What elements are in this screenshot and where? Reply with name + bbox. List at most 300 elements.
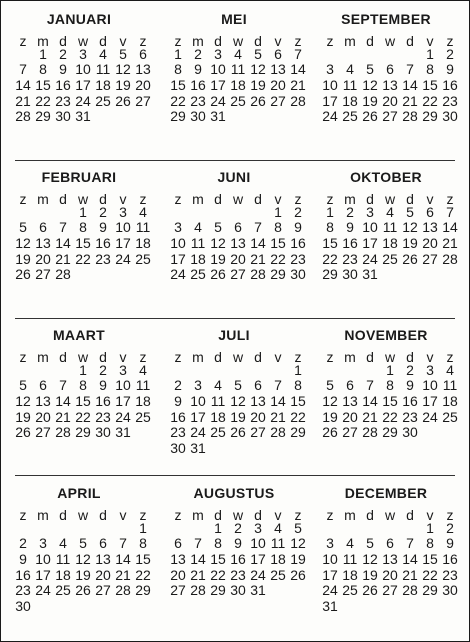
- weekday-header: d: [254, 33, 262, 49]
- month-block-9: [308, 324, 464, 441]
- day-cell: 24: [322, 582, 338, 599]
- day-cell: 13: [270, 61, 286, 78]
- weekday-header: z: [446, 349, 454, 365]
- day-cell: 28: [402, 582, 418, 599]
- day-cell: 26: [362, 108, 378, 125]
- day-cell: 2: [19, 535, 27, 552]
- day-cell: 2: [59, 45, 67, 62]
- day-cell: 12: [75, 551, 91, 568]
- day-cell: 22: [135, 566, 151, 583]
- day-cell: 24: [170, 266, 186, 283]
- day-cell: 8: [39, 61, 47, 78]
- day-cell: 11: [270, 535, 286, 552]
- day-cell: 28: [270, 424, 286, 441]
- day-cell: 4: [386, 203, 394, 220]
- day-cell: 9: [446, 535, 454, 552]
- day-cell: 19: [362, 566, 378, 583]
- month-block-10: [1, 482, 157, 615]
- day-cell: 13: [382, 551, 398, 568]
- day-cell: 27: [342, 424, 358, 441]
- day-cell: 27: [170, 582, 186, 599]
- day-cell: 21: [290, 77, 306, 94]
- day-cell: 20: [170, 566, 186, 583]
- day-cell: 12: [250, 61, 266, 78]
- day-cell: 4: [194, 219, 202, 236]
- day-cell: 26: [15, 266, 31, 283]
- weekday-header: w: [232, 191, 244, 207]
- day-cell: 13: [422, 219, 438, 236]
- day-cell: 27: [95, 582, 111, 599]
- day-cell: 1: [274, 203, 282, 220]
- day-cell: 4: [139, 361, 147, 378]
- day-cell: 17: [115, 235, 131, 252]
- day-cell: 1: [326, 203, 334, 220]
- empty-cell: [320, 521, 340, 537]
- day-cell: 18: [95, 77, 111, 94]
- empty-cell: [53, 363, 73, 379]
- empty-cell: [208, 363, 228, 379]
- day-cell: 17: [210, 77, 226, 94]
- day-cell: 18: [135, 393, 151, 410]
- empty-cell: [73, 521, 93, 537]
- weekday-header: m: [344, 349, 356, 365]
- month-title: SEPTEMBER: [341, 11, 431, 27]
- day-cell: 20: [95, 566, 111, 583]
- day-cell: 19: [250, 77, 266, 94]
- day-cell: 3: [39, 535, 47, 552]
- weekday-header: m: [37, 191, 49, 207]
- weekday-header: w: [384, 349, 396, 365]
- weekday-header: w: [232, 349, 244, 365]
- day-cell: 8: [79, 219, 87, 236]
- day-cell: 3: [366, 203, 374, 220]
- weekday-header: d: [59, 349, 67, 365]
- month-grid: [308, 31, 464, 125]
- day-cell: 5: [294, 519, 302, 536]
- day-cell: 25: [55, 582, 71, 599]
- day-cell: 24: [35, 582, 51, 599]
- day-cell: 7: [119, 535, 127, 552]
- day-cell: 2: [446, 519, 454, 536]
- day-cell: 9: [19, 551, 27, 568]
- month-grid: [308, 189, 464, 283]
- day-cell: 5: [366, 61, 374, 78]
- day-cell: 15: [170, 77, 186, 94]
- day-cell: 10: [170, 235, 186, 252]
- weekday-header: m: [192, 507, 204, 523]
- day-cell: 9: [346, 219, 354, 236]
- day-cell: 25: [135, 250, 151, 267]
- weekday-header: m: [192, 33, 204, 49]
- month-title: NOVEMBER: [344, 327, 428, 343]
- day-cell: 6: [174, 535, 182, 552]
- day-cell: 11: [135, 219, 151, 236]
- day-cell: 29: [382, 424, 398, 441]
- day-cell: 31: [250, 582, 266, 599]
- day-cell: 4: [234, 45, 242, 62]
- row-divider-1: [15, 160, 455, 161]
- day-cell: 11: [382, 219, 398, 236]
- month-grid: [156, 347, 312, 457]
- weekday-header: w: [77, 507, 89, 523]
- day-cell: 12: [115, 61, 131, 78]
- weekday-header: d: [366, 191, 374, 207]
- day-cell: 17: [322, 92, 338, 109]
- weekday-header: z: [294, 507, 302, 523]
- weekday-header: d: [99, 191, 107, 207]
- empty-cell: [340, 521, 360, 537]
- weekday-header: d: [99, 33, 107, 49]
- day-cell: 16: [170, 408, 186, 425]
- day-cell: 9: [446, 61, 454, 78]
- day-cell: 17: [170, 250, 186, 267]
- empty-cell: [228, 363, 248, 379]
- empty-cell: [53, 205, 73, 221]
- day-cell: 7: [406, 535, 414, 552]
- month-block-1: [1, 8, 157, 125]
- empty-cell: [380, 47, 400, 63]
- day-cell: 24: [362, 250, 378, 267]
- weekday-header: d: [254, 349, 262, 365]
- day-cell: 7: [254, 219, 262, 236]
- day-cell: 12: [15, 235, 31, 252]
- day-cell: 17: [115, 393, 131, 410]
- day-cell: 14: [55, 235, 71, 252]
- day-cell: 6: [346, 377, 354, 394]
- day-cell: 19: [15, 250, 31, 267]
- day-cell: 23: [442, 566, 458, 583]
- empty-cell: [188, 521, 208, 537]
- weekday-header: v: [426, 349, 434, 365]
- day-cell: 2: [234, 519, 242, 536]
- day-cell: 19: [362, 92, 378, 109]
- day-cell: 24: [422, 408, 438, 425]
- day-cell: 20: [422, 235, 438, 252]
- month-title: MEI: [221, 11, 247, 27]
- month-grid: [308, 505, 464, 615]
- day-cell: 13: [382, 77, 398, 94]
- day-cell: 9: [406, 377, 414, 394]
- empty-cell: [248, 363, 268, 379]
- day-cell: 7: [19, 61, 27, 78]
- empty-cell: [33, 205, 53, 221]
- day-cell: 25: [210, 424, 226, 441]
- day-cell: 21: [55, 250, 71, 267]
- day-cell: 21: [442, 235, 458, 252]
- day-cell: 29: [290, 424, 306, 441]
- day-cell: 17: [75, 77, 91, 94]
- day-cell: 14: [250, 235, 266, 252]
- day-cell: 14: [190, 551, 206, 568]
- day-cell: 24: [190, 424, 206, 441]
- day-cell: 8: [426, 61, 434, 78]
- day-cell: 11: [210, 393, 226, 410]
- day-cell: 22: [270, 250, 286, 267]
- day-cell: 24: [210, 92, 226, 109]
- day-cell: 12: [362, 551, 378, 568]
- day-cell: 7: [59, 219, 67, 236]
- day-cell: 30: [230, 582, 246, 599]
- day-cell: 20: [230, 250, 246, 267]
- weekday-header: m: [37, 33, 49, 49]
- day-cell: 4: [214, 377, 222, 394]
- day-cell: 15: [75, 235, 91, 252]
- empty-cell: [168, 205, 188, 221]
- day-cell: 3: [194, 377, 202, 394]
- weekday-header: d: [366, 507, 374, 523]
- day-cell: 9: [59, 61, 67, 78]
- weekday-header: d: [214, 507, 222, 523]
- day-cell: 23: [290, 250, 306, 267]
- weekday-header: v: [119, 33, 127, 49]
- empty-cell: [400, 521, 420, 537]
- day-cell: 22: [210, 566, 226, 583]
- day-cell: 29: [35, 108, 51, 125]
- month-block-4: [1, 166, 157, 283]
- day-cell: 6: [39, 219, 47, 236]
- day-cell: 2: [446, 45, 454, 62]
- day-cell: 11: [55, 551, 71, 568]
- day-cell: 1: [214, 519, 222, 536]
- day-cell: 26: [15, 424, 31, 441]
- day-cell: 12: [362, 77, 378, 94]
- day-cell: 24: [75, 92, 91, 109]
- day-cell: 18: [210, 408, 226, 425]
- day-cell: 23: [170, 424, 186, 441]
- day-cell: 20: [35, 250, 51, 267]
- day-cell: 8: [326, 219, 334, 236]
- empty-cell: [360, 521, 380, 537]
- weekday-header: z: [19, 507, 27, 523]
- weekday-header: w: [232, 507, 244, 523]
- weekday-header: d: [254, 191, 262, 207]
- day-cell: 25: [190, 266, 206, 283]
- day-cell: 19: [75, 566, 91, 583]
- day-cell: 15: [382, 393, 398, 410]
- weekday-header: d: [214, 349, 222, 365]
- day-cell: 21: [15, 92, 31, 109]
- day-cell: 1: [174, 45, 182, 62]
- month-title: OKTOBER: [350, 169, 422, 185]
- month-grid: [156, 31, 312, 125]
- day-cell: 19: [15, 408, 31, 425]
- day-cell: 27: [382, 582, 398, 599]
- day-cell: 25: [382, 250, 398, 267]
- day-cell: 2: [99, 203, 107, 220]
- day-cell: 16: [402, 393, 418, 410]
- day-cell: 5: [234, 377, 242, 394]
- day-cell: 4: [59, 535, 67, 552]
- day-cell: 3: [119, 203, 127, 220]
- day-cell: 23: [95, 408, 111, 425]
- day-cell: 20: [270, 77, 286, 94]
- day-cell: 26: [362, 582, 378, 599]
- day-cell: 16: [95, 235, 111, 252]
- weekday-header: z: [326, 191, 334, 207]
- weekday-header: v: [426, 507, 434, 523]
- weekday-header: m: [192, 349, 204, 365]
- weekday-header: z: [19, 349, 27, 365]
- day-cell: 21: [55, 408, 71, 425]
- day-cell: 22: [382, 408, 398, 425]
- day-cell: 27: [230, 266, 246, 283]
- day-cell: 11: [135, 377, 151, 394]
- weekday-header: z: [294, 349, 302, 365]
- day-cell: 4: [139, 203, 147, 220]
- empty-cell: [13, 205, 33, 221]
- day-cell: 28: [55, 424, 71, 441]
- empty-cell: [53, 521, 73, 537]
- day-cell: 14: [55, 393, 71, 410]
- day-cell: 15: [322, 235, 338, 252]
- day-cell: 28: [190, 582, 206, 599]
- day-cell: 29: [135, 582, 151, 599]
- day-cell: 9: [99, 219, 107, 236]
- month-block-6: [308, 166, 464, 283]
- weekday-header: z: [174, 507, 182, 523]
- day-cell: 29: [422, 582, 438, 599]
- weekday-header: v: [274, 33, 282, 49]
- weekday-header: z: [446, 191, 454, 207]
- day-cell: 2: [174, 377, 182, 394]
- weekday-header: m: [344, 191, 356, 207]
- day-cell: 11: [95, 61, 111, 78]
- day-cell: 5: [406, 203, 414, 220]
- day-cell: 29: [170, 108, 186, 125]
- day-cell: 13: [35, 235, 51, 252]
- day-cell: 13: [135, 61, 151, 78]
- month-title: FEBRUARI: [41, 169, 117, 185]
- day-cell: 3: [326, 535, 334, 552]
- day-cell: 12: [230, 393, 246, 410]
- month-grid: [1, 505, 157, 615]
- day-cell: 25: [442, 408, 458, 425]
- weekday-header: z: [174, 191, 182, 207]
- day-cell: 28: [290, 92, 306, 109]
- day-cell: 2: [346, 203, 354, 220]
- month-grid: [1, 347, 157, 441]
- day-cell: 8: [139, 535, 147, 552]
- weekday-header: w: [384, 191, 396, 207]
- day-cell: 21: [270, 408, 286, 425]
- day-cell: 25: [230, 92, 246, 109]
- day-cell: 23: [230, 566, 246, 583]
- day-cell: 8: [294, 377, 302, 394]
- day-cell: 6: [39, 377, 47, 394]
- day-cell: 27: [270, 92, 286, 109]
- day-cell: 18: [55, 566, 71, 583]
- weekday-header: w: [384, 33, 396, 49]
- day-cell: 9: [194, 61, 202, 78]
- day-cell: 28: [362, 424, 378, 441]
- day-cell: 15: [422, 77, 438, 94]
- day-cell: 30: [170, 440, 186, 457]
- day-cell: 26: [115, 92, 131, 109]
- weekday-header: v: [426, 33, 434, 49]
- day-cell: 29: [322, 266, 338, 283]
- day-cell: 30: [402, 424, 418, 441]
- day-cell: 13: [95, 551, 111, 568]
- month-block-5: [156, 166, 312, 283]
- day-cell: 15: [210, 551, 226, 568]
- day-cell: 22: [35, 92, 51, 109]
- month-grid: [156, 189, 312, 283]
- day-cell: 9: [234, 535, 242, 552]
- day-cell: 14: [442, 219, 458, 236]
- day-cell: 12: [402, 219, 418, 236]
- weekday-header: v: [274, 507, 282, 523]
- empty-cell: [13, 363, 33, 379]
- weekday-header: z: [326, 507, 334, 523]
- day-cell: 22: [322, 250, 338, 267]
- day-cell: 17: [250, 551, 266, 568]
- day-cell: 25: [342, 582, 358, 599]
- day-cell: 21: [402, 566, 418, 583]
- day-cell: 25: [270, 566, 286, 583]
- weekday-header: z: [139, 349, 147, 365]
- day-cell: 11: [230, 61, 246, 78]
- weekday-header: d: [214, 191, 222, 207]
- day-cell: 31: [210, 108, 226, 125]
- day-cell: 23: [95, 250, 111, 267]
- month-title: JUNI: [217, 169, 251, 185]
- weekday-header: m: [192, 191, 204, 207]
- day-cell: 12: [322, 393, 338, 410]
- day-cell: 18: [442, 393, 458, 410]
- day-cell: 23: [342, 250, 358, 267]
- weekday-header: z: [326, 33, 334, 49]
- day-cell: 8: [386, 377, 394, 394]
- day-cell: 9: [99, 377, 107, 394]
- day-cell: 5: [214, 219, 222, 236]
- day-cell: 9: [294, 219, 302, 236]
- weekday-header: d: [59, 33, 67, 49]
- month-grid: [156, 505, 312, 599]
- day-cell: 20: [35, 408, 51, 425]
- weekday-header: d: [406, 191, 414, 207]
- day-cell: 1: [426, 45, 434, 62]
- day-cell: 16: [190, 77, 206, 94]
- weekday-header: v: [274, 349, 282, 365]
- day-cell: 16: [55, 77, 71, 94]
- day-cell: 30: [342, 266, 358, 283]
- day-cell: 30: [95, 424, 111, 441]
- weekday-header: z: [139, 191, 147, 207]
- weekday-header: d: [406, 33, 414, 49]
- row-divider-2: [15, 318, 455, 319]
- month-block-8: [156, 324, 312, 457]
- day-cell: 18: [342, 566, 358, 583]
- day-cell: 10: [210, 61, 226, 78]
- weekday-header: w: [77, 191, 89, 207]
- empty-cell: [13, 521, 33, 537]
- empty-cell: [168, 521, 188, 537]
- weekday-header: z: [446, 33, 454, 49]
- weekday-header: m: [344, 507, 356, 523]
- day-cell: 6: [386, 535, 394, 552]
- day-cell: 10: [190, 393, 206, 410]
- month-grid: [1, 189, 157, 283]
- day-cell: 4: [446, 361, 454, 378]
- day-cell: 5: [19, 219, 27, 236]
- weekday-header: w: [77, 33, 89, 49]
- day-cell: 15: [422, 551, 438, 568]
- weekday-header: w: [77, 349, 89, 365]
- day-cell: 26: [250, 92, 266, 109]
- day-cell: 1: [79, 361, 87, 378]
- empty-cell: [320, 47, 340, 63]
- weekday-header: z: [19, 191, 27, 207]
